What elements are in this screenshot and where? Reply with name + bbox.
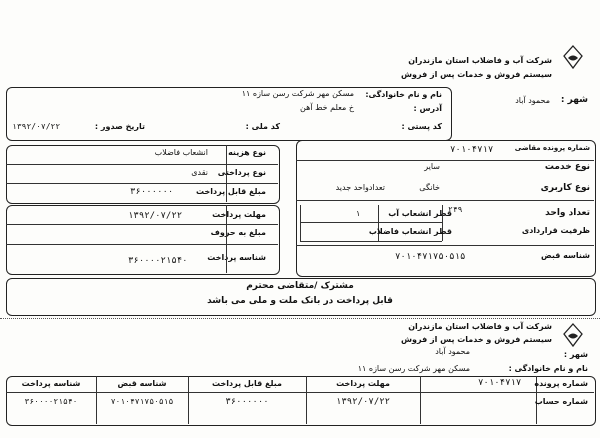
city-value: محمود آباد — [515, 96, 550, 105]
stub-amount-label: مبلغ قابل پرداخت — [212, 379, 282, 388]
service-type-value: سایر — [424, 162, 440, 171]
service-type-label: نوع خدمت — [544, 162, 590, 172]
stub-deadline-value: ۱۳۹۲/۰۷/۲۲ — [335, 397, 391, 407]
address-label: آدرس : — [413, 104, 442, 113]
customer-name-label: نام و نام خانوادگی: — [365, 90, 442, 99]
national-id-label: کد ملی : — [245, 122, 280, 131]
payment-id-label: شناسه پرداخت — [207, 253, 266, 262]
stub-city-label: شهر : — [563, 350, 588, 359]
stub-city-value: محمود آباد — [435, 347, 470, 356]
amount-words-label: مبلغ به حروف — [210, 228, 266, 237]
deadline-label: مهلت پرداخت — [212, 210, 266, 219]
issue-date-value: ۱۳۹۲/۰۷/۲۲ — [12, 122, 61, 131]
deadline-value: ۱۳۹۲/۰۷/۲۲ — [128, 211, 183, 221]
message-line-2: قابل پرداخت در بانک ملت و ملی می باشد — [207, 296, 393, 306]
units-value: ۲۴۹ — [448, 205, 463, 214]
bill-id-value: ۷۰۱۰۴۷۱۷۵۰۵۱۵ — [395, 252, 466, 262]
stub-bill-id-label: شناسه قبض — [117, 379, 167, 388]
file-number-label: شماره پرونده مقاضی — [514, 144, 590, 152]
stub-name-label: نام و نام خانوادگی : — [508, 364, 588, 373]
water-diameter-label: قطر انشعاب آب — [388, 209, 452, 218]
stub-bill-id-value: ۷۰۱۰۴۷۱۷۵۰۵۱۵ — [110, 397, 174, 406]
amount-value: ۳۶۰۰۰۰۰۰ — [130, 187, 174, 197]
sewer-diameter-label: قطر انشعاب فاضلاب — [368, 227, 452, 236]
file-number-value: ۷۰۱۰۴۷۱۷ — [450, 145, 494, 155]
stub-file-number-label: شماره پرونده — [534, 379, 588, 388]
stub-company-name: شرکت آب و فاضلاب استان مازندران — [408, 322, 552, 331]
stub-amount-value: ۳۶۰۰۰۰۰۰ — [225, 397, 269, 407]
company-name: شرکت آب و فاضلاب استان مازندران — [408, 56, 552, 65]
payment-type-value: نقدی — [191, 168, 208, 177]
fee-type-value: انشعاب فاضلاب — [154, 148, 208, 157]
message-line-1: مشترک /متقاضی محترم — [246, 281, 354, 291]
water-diameter-value: ۱ — [356, 209, 361, 218]
customer-name-value: مسکن مهر شرکت رسن سازه ۱۱ — [241, 89, 354, 98]
units-label: تعداد واحد — [545, 208, 590, 218]
payment-id-value: ۳۶۰۰۰۰۲۱۵۴۰ — [128, 256, 188, 266]
address-value: خ معلم خط آهن — [300, 103, 354, 112]
new-units-count-label: تعدادواحد جدید — [335, 183, 385, 192]
issue-date-label: تاریخ صدور : — [94, 122, 145, 131]
stub-account-label: شماره حساب — [534, 397, 588, 406]
system-name: سیستم فروش و خدمات پس از فروش — [401, 70, 552, 79]
usage-type-label: نوع کاربری — [540, 183, 590, 193]
stub-file-number-value: ۷۰۱۰۴۷۱۷ — [478, 378, 522, 388]
stub-deadline-label: مهلت پرداخت — [336, 379, 390, 388]
bill-id-label: شناسه قبض — [540, 251, 590, 260]
stub-name-value: مسکن مهر شرکت رسن سازه ۱۱ — [357, 364, 470, 373]
water-company-logo — [560, 44, 586, 70]
capacity-label: ظرفیت قراردادی — [521, 226, 590, 235]
fee-type-label: نوع هزینه — [228, 148, 266, 157]
postal-code-label: کد پستی : — [401, 122, 442, 131]
stub-system-name: سیستم فروش و خدمات پس از فروش — [401, 335, 552, 344]
payment-type-label: نوع پرداختی — [217, 168, 266, 177]
amount-label: مبلغ قابل پرداخت — [196, 187, 266, 196]
city-label: شهر : — [560, 95, 588, 105]
stub-payment-id-value: ۳۶۰۰۰۰۲۱۵۴۰ — [24, 397, 78, 406]
usage-type-value: خانگی — [419, 183, 440, 192]
stub-payment-id-label: شناسه پرداخت — [21, 379, 81, 388]
stub-water-company-logo — [560, 322, 586, 348]
